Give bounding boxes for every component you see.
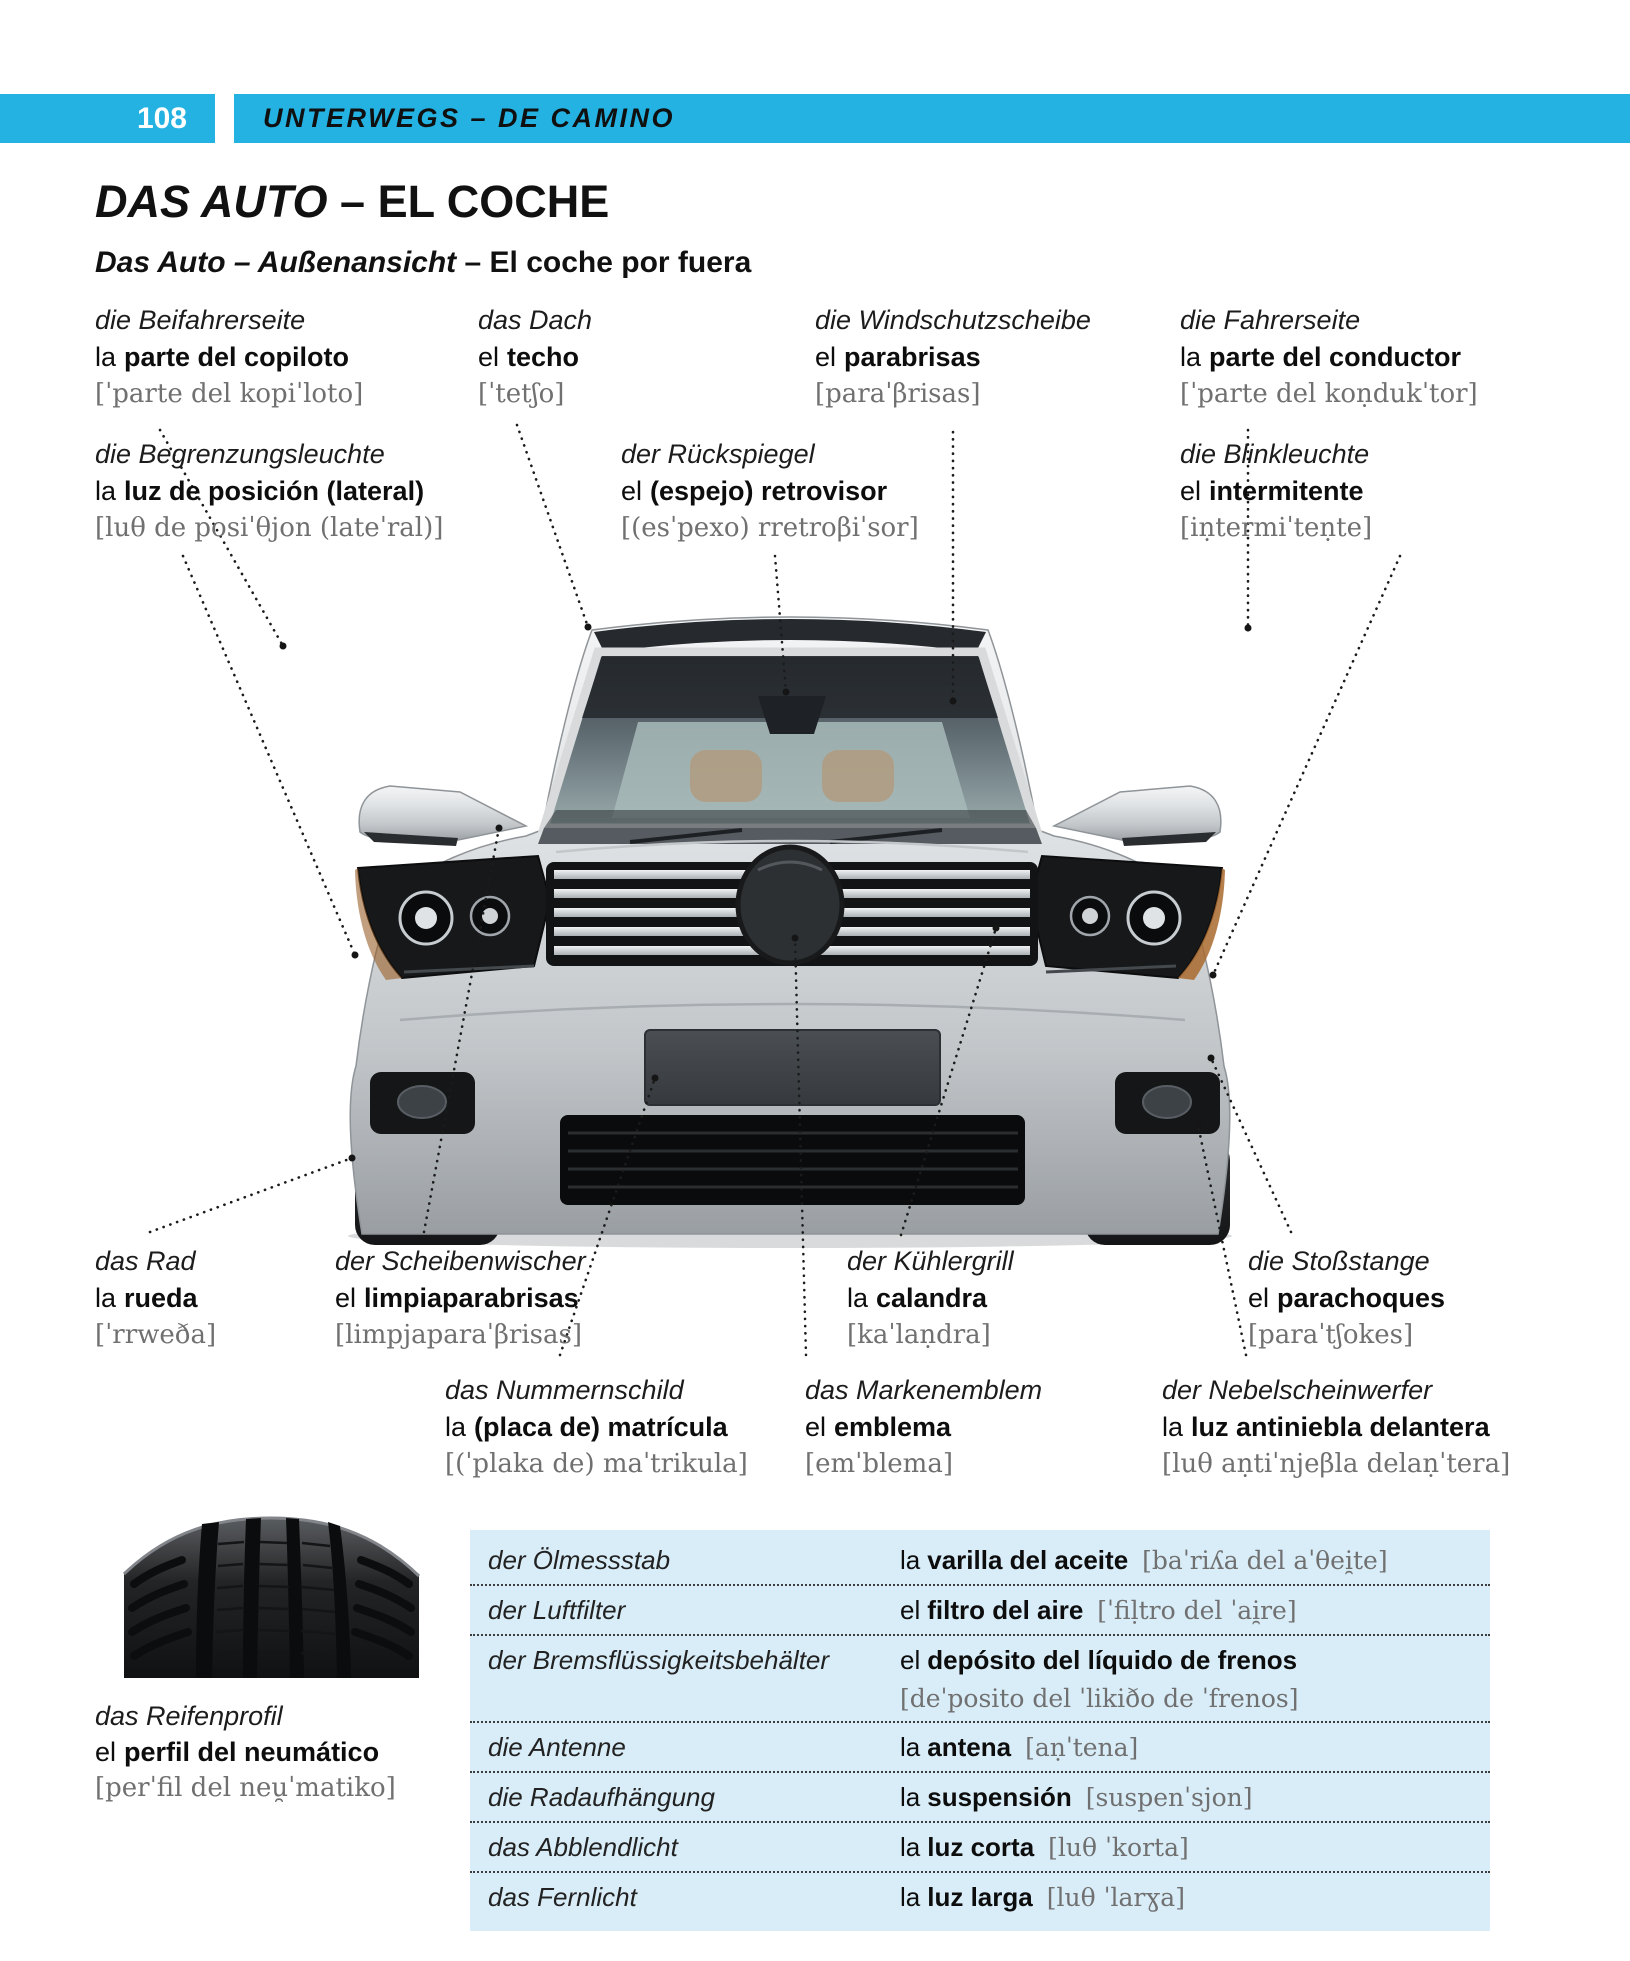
table-spanish: la antena [aṇˈtena] [900, 1732, 1139, 1762]
label-markenemblem [805, 1372, 1042, 1483]
section-bar [234, 94, 1630, 143]
car-fog-light-left [370, 1072, 475, 1134]
label-german: der Kühlergrill [847, 1246, 1014, 1276]
label-german: das Dach [478, 305, 593, 335]
label-german: die Windschutzscheibe [815, 305, 1091, 335]
label-ipa: [perˈfil del neu̯ˈmatiko] [95, 1773, 396, 1803]
table-spanish: la luz corta [luθ ˈkorta] [900, 1832, 1189, 1862]
label-german: der Nebelscheinwerfer [1162, 1375, 1433, 1405]
page-number: 108 [136, 102, 187, 135]
table-spanish: el filtro del aire [ˈfiḷtro del ˈai̯re] [900, 1595, 1297, 1625]
table-row [470, 1636, 1490, 1723]
label-german: das Reifenprofil [95, 1701, 283, 1731]
car-front-photo [330, 600, 1260, 1250]
table-row [470, 1536, 1490, 1586]
label-spanish: el intermitente [1180, 476, 1364, 506]
car-fog-light-right [1115, 1072, 1220, 1134]
car-dash-shadow [544, 810, 1036, 828]
page-number-bar [0, 94, 215, 143]
label-spanish: la parte del copiloto [95, 342, 350, 372]
tire-tread-photo [118, 1510, 425, 1678]
label-dach [478, 302, 592, 413]
label-stossstange [1248, 1243, 1445, 1354]
vocab-table [470, 1530, 1490, 1931]
label-spanish: el parabrisas [815, 342, 981, 372]
table-german: das Fernlicht [488, 1882, 637, 1912]
label-ipa: [limpjaparaˈβrisas] [335, 1320, 582, 1350]
label-ipa: [luθ aṇtiˈnjeβla delaṇˈtera] [1162, 1449, 1511, 1479]
label-windschutzscheibe [815, 302, 1091, 413]
label-spanish: el perfil del neumático [95, 1737, 380, 1767]
label-beifahrerseite [95, 302, 363, 413]
label-nebelscheinwerfer [1162, 1372, 1510, 1483]
label-german: die Begrenzungsleuchte [95, 439, 385, 469]
label-spanish: la calandra [847, 1283, 988, 1313]
label-ipa: [ˈtetʃo] [478, 379, 565, 409]
figure-subtitle [95, 246, 751, 280]
label-spanish: el emblema [805, 1412, 952, 1442]
car-headlight-left [355, 856, 550, 980]
table-ipa: [suspenˈsjon] [1085, 1783, 1253, 1812]
label-spanish: la luz de posición (lateral) [95, 476, 425, 506]
page-title-spanish: EL COCHE [377, 176, 610, 227]
label-german: der Scheibenwischer [335, 1246, 586, 1276]
label-nummernschild [445, 1372, 748, 1483]
car-rearview-mirror [758, 696, 826, 734]
table-row [470, 1873, 1490, 1921]
label-spanish: la rueda [95, 1283, 198, 1313]
table-ipa: [aṇˈtena] [1025, 1733, 1139, 1762]
table-row [470, 1773, 1490, 1823]
label-spanish: la (placa de) matrícula [445, 1412, 728, 1442]
leader-dach [517, 425, 588, 627]
table-ipa: [ˈfiḷtro del ˈai̯re] [1097, 1596, 1297, 1625]
label-ipa: [paraˈβrisas] [815, 379, 981, 409]
label-german: die Beifahrerseite [95, 305, 306, 335]
car-emblem [738, 847, 842, 963]
label-ipa: [emˈblema] [805, 1449, 953, 1479]
table-spanish: la suspensión [suspenˈsjon] [900, 1782, 1253, 1812]
label-ipa: [ˈparte del kopiˈloto] [95, 379, 364, 409]
subtitle-dash: – [464, 246, 482, 279]
table-german: das Abblendlicht [488, 1832, 678, 1862]
car-seat-right [822, 750, 894, 802]
car-license-plate [645, 1030, 940, 1105]
label-rad [95, 1243, 216, 1354]
subtitle-german: Das Auto – Außenansicht [95, 246, 457, 279]
car-lower-grille [560, 1115, 1025, 1205]
table-ipa: [deˈposito del ˈlikiðo de ˈfrenos] [900, 1684, 1299, 1713]
label-ipa: [ˈparte del koṇdukˈtor] [1180, 379, 1478, 409]
section-title: UNTERWEGS – DE CAMINO [263, 103, 676, 133]
label-ipa: [(esˈpexo) rretroβiˈsor] [621, 513, 919, 543]
table-spanish: la luz larga [luθ ˈlarɣa] [900, 1882, 1185, 1912]
table-german: die Radaufhängung [488, 1782, 715, 1812]
table-spanish: el depósito del líquido de frenos [deˈposito del ˈlikiðo de ˈfrenos] [900, 1645, 1299, 1713]
label-ipa: [iṇtermiˈteṇte] [1180, 513, 1373, 543]
car-side-mirror-left [359, 786, 526, 846]
page-title [95, 176, 609, 228]
label-ipa: [(ˈplaka de) maˈtrikula] [445, 1449, 748, 1479]
label-scheibenwischer [335, 1243, 586, 1354]
table-german: der Ölmessstab [488, 1545, 671, 1575]
label-ipa: [paraˈtʃokes] [1248, 1320, 1414, 1350]
table-ipa: [baˈriʎa del aˈθei̯te] [1142, 1546, 1388, 1575]
label-rueckspiegel [621, 436, 919, 547]
table-german: die Antenne [488, 1732, 626, 1762]
label-begrenzungsleuchte [95, 436, 443, 547]
car-side-mirror-right [1054, 786, 1221, 846]
label-kuehlergrill [847, 1243, 1014, 1354]
table-row [470, 1823, 1490, 1873]
label-spanish: el techo [478, 342, 580, 372]
table-row [470, 1723, 1490, 1773]
leader-rad [150, 1158, 352, 1232]
title-dash: – [340, 176, 366, 227]
table-german: der Bremsflüssigkeitsbehälter [488, 1645, 830, 1675]
label-spanish: la luz antiniebla delantera [1162, 1412, 1490, 1442]
label-german: die Blinkleuchte [1180, 439, 1370, 469]
label-german: der Rückspiegel [621, 439, 815, 469]
label-spanish: el (espejo) retrovisor [621, 476, 888, 506]
table-german: der Luftfilter [488, 1595, 626, 1625]
label-german: die Stoßstange [1248, 1246, 1430, 1276]
label-ipa: [luθ de posiˈθjon (lateˈral)] [95, 513, 444, 543]
label-german: die Fahrerseite [1180, 305, 1361, 335]
subtitle-spanish: El coche por fuera [489, 246, 752, 279]
label-german: das Markenemblem [805, 1375, 1043, 1405]
table-ipa: [luθ ˈkorta] [1048, 1833, 1189, 1862]
label-spanish: el limpiaparabrisas [335, 1283, 579, 1313]
label-ipa: [ˈrrweða] [95, 1320, 217, 1350]
label-ipa: [kaˈlaṇdra] [847, 1320, 991, 1350]
car-headlight-right [1030, 856, 1225, 980]
label-reifenprofil [95, 1698, 396, 1806]
label-fahrerseite [1180, 302, 1478, 413]
car-interior-glass [612, 722, 970, 818]
table-ipa: [luθ ˈlarɣa] [1046, 1883, 1185, 1912]
label-german: das Rad [95, 1246, 196, 1276]
label-blinkleuchte [1180, 436, 1372, 547]
label-spanish: el parachoques [1248, 1283, 1446, 1313]
table-spanish: la varilla del aceite [baˈriʎa del aˈθei̯te] [900, 1545, 1388, 1575]
table-row [470, 1586, 1490, 1636]
label-spanish: la parte del conductor [1180, 342, 1462, 372]
car-seat-left [690, 750, 762, 802]
page-title-german: DAS AUTO [95, 176, 328, 227]
label-german: das Nummernschild [445, 1375, 684, 1405]
